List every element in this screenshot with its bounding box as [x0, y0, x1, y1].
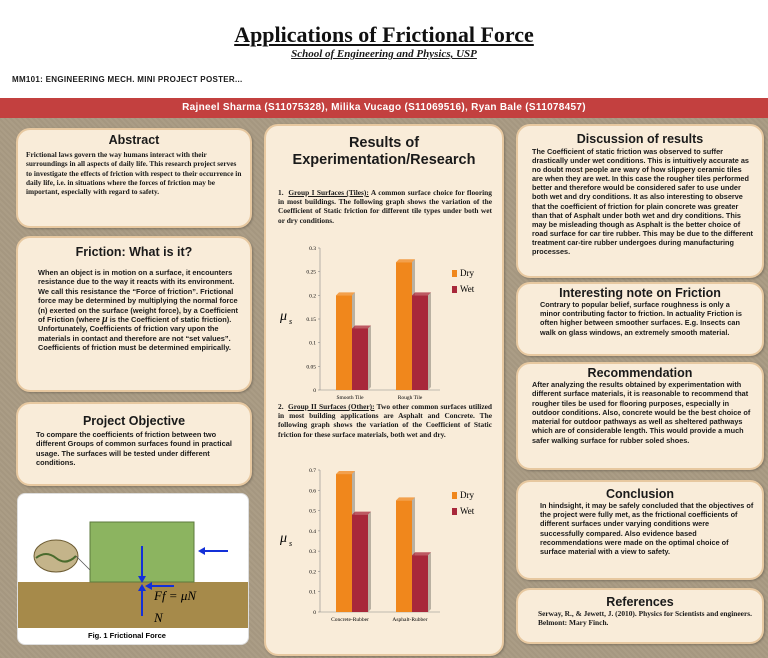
mu-symbol: μ	[102, 314, 108, 326]
friction-panel	[16, 236, 252, 392]
results-item-2	[266, 402, 502, 439]
y-axis-label-sub: s	[289, 317, 293, 326]
note-panel	[516, 282, 764, 356]
y-tick-label: 0.4	[309, 528, 316, 535]
references-title: References	[606, 595, 674, 609]
objective-title: Project Objective	[82, 414, 186, 428]
y-tick-label: 0.3	[309, 549, 316, 556]
objective-text: To compare the coefficients of friction between two different Groups of common surfaces found in practical usage. The surfaces will be tested under different conditions.	[36, 430, 232, 467]
poster-header	[0, 0, 768, 100]
bar-wet	[412, 295, 428, 390]
item2-number: 2.	[278, 402, 284, 411]
ground-surface	[18, 582, 248, 628]
poster-subtitle: School of Engineering and Physics, USP	[291, 48, 477, 60]
figure-caption: Fig. 1 Frictional Force	[88, 631, 166, 640]
tiles-friction-chart	[276, 240, 498, 400]
applied-force-arrowhead	[198, 547, 205, 555]
objective-panel	[16, 402, 252, 486]
bar-wet	[352, 328, 368, 390]
y-tick-label: 0	[313, 610, 316, 616]
legend-swatch	[452, 492, 457, 499]
results-panel	[264, 124, 504, 656]
abstract-panel	[16, 128, 252, 228]
discussion-text: The Coefficient of static friction was observed to suffer drastically under wet conditions. This is intuitively accurate as no doubt most people are wary of how slippery ceramic tiles are when they are wet. In this case the rougher tiles performed better and therefore would be considered safer to use under both wet and dry conditions. It as also interesting to observe that the coefficient of friction for plain concrete was greater than that of Asphalt under both wet and dry conditions. This may be misleading though as Asphalt is the better choice of road surface for car tire rubber. This may be due to the different treatment car-tire rubber undergoes during manufacturing processes.	[532, 147, 753, 257]
bar-wet	[412, 555, 428, 612]
legend-label: Dry	[460, 490, 474, 500]
bar-dry	[336, 474, 352, 612]
results-item-1	[266, 188, 502, 225]
bar-top	[336, 292, 355, 295]
friction-title: Friction: What is it?	[75, 245, 193, 259]
y-tick-label: 0.6	[309, 488, 316, 495]
normal-force-label: N	[154, 610, 163, 625]
item2-label: Group II Surfaces (Other):	[287, 402, 375, 411]
bar-side	[368, 512, 371, 612]
bar-top	[352, 325, 371, 328]
y-tick-label: 0.3	[309, 246, 316, 252]
item1-text: A common surface choice for flooring in most buildings. The following graph shows the variation of the Coefficient of Static friction for different tile types under both wet or dry conditions.	[278, 188, 492, 225]
results-title-line2: Experimentation/Research	[292, 152, 476, 168]
references-panel	[516, 588, 764, 644]
friction-formula: Ff = μN	[154, 588, 197, 603]
item2-text: Two other common surfaces utilized in most building applications are Asphalt and Concrete. The following graph shows the variation of the Coefficient of Static friction for these surface materials, both wet and dry.	[278, 402, 492, 439]
x-tick-label: Concrete-Rubber	[331, 617, 369, 622]
note-text: Contrary to popular belief, surface roughness is only a minor contributing factor to friction. In actuality Friction is often higher between smoother surfaces. E.g. Insects can walk on glass windows, an extremely smooth material.	[540, 300, 742, 337]
bar-top	[396, 497, 415, 500]
y-tick-label: 0.7	[309, 468, 316, 474]
y-axis-label: μ	[280, 309, 288, 324]
legend-label: Wet	[460, 284, 475, 294]
bar-side	[428, 292, 431, 390]
x-tick-label: Rough Tile	[397, 395, 423, 400]
friction-diagram	[18, 494, 248, 644]
author-bar: Rajneel Sharma (S11075328), Milika Vucago (S11069516), Ryan Bale (S11078457)	[0, 98, 768, 118]
bar-top	[412, 552, 431, 555]
bar-top	[352, 512, 371, 515]
surfaces-friction-chart	[276, 462, 498, 622]
bar-dry	[336, 295, 352, 390]
friction-text-2: is the Coefficient of static friction). Unfortunately, Coefficients of friction vary upon the materials in contact and therefore are not “set values”. Coefficients of friction must be determined empirically.	[38, 315, 232, 353]
x-tick-label: Smooth Tile	[336, 395, 364, 400]
abstract-text: Frictional laws govern the way humans interact with their surroundings in all aspects of daily life. This research project serves to investigate the effects of friction with respect to their occurrence in daily life, i.e. in situations where the forces of friction may be important, especially with regard to safety.	[26, 150, 242, 197]
results-title-line1: Results of	[348, 135, 420, 151]
discussion-panel	[516, 124, 764, 278]
friction-figure	[17, 493, 249, 645]
bar-top	[336, 471, 355, 474]
bar-dry	[396, 500, 412, 612]
references-text: Serway, R., & Jewett, J. (2010). Physics for Scientists and engineers. Belmont: Mary Finch.	[538, 609, 752, 628]
y-tick-label: 0.5	[309, 508, 316, 515]
legend-swatch	[452, 508, 457, 515]
poster-title: Applications of Frictional Force	[234, 22, 534, 47]
legend-swatch	[452, 270, 457, 277]
y-tick-label: 0.1	[309, 589, 316, 596]
conclusion-text: In hindsight, it may be safely concluded that the objectives of the project were fully met, as the frictional coefficients of different surfaces under varying conditions were successfully compared. Also evidence based recommendations were made on the optimal choice of surface material with a view to safety.	[540, 501, 754, 557]
y-tick-label: 0.25	[306, 269, 316, 276]
bar-wet	[352, 515, 368, 612]
y-tick-label: 0	[313, 388, 316, 394]
item1-label: Group I Surfaces (Tiles):	[288, 188, 369, 197]
y-tick-label: 0.1	[309, 340, 316, 347]
conclusion-panel	[516, 480, 764, 580]
y-tick-label: 0.15	[306, 317, 316, 323]
bar-top	[412, 292, 431, 295]
conclusion-title: Conclusion	[605, 487, 675, 501]
y-tick-label: 0.05	[306, 364, 316, 371]
legend-label: Dry	[460, 268, 474, 278]
y-axis-label-sub: s	[289, 539, 293, 548]
course-tagline: MM101: ENGINEERING MECH. MINI PROJECT POSTER...	[12, 75, 243, 84]
discussion-title: Discussion of results	[576, 132, 704, 146]
note-title: Interesting note on Friction	[559, 286, 721, 300]
friction-text-1: When an object is in motion on a surface, it encounters resistance due to the way it reacts with its environment. We call this resistance the “Force of friction”. Frictional force may be determined by multiplying the normal force (n) exerted on the surface (weight force), by a Coefficient of Friction (where	[38, 268, 238, 325]
recommendation-panel	[516, 362, 764, 470]
abstract-title: Abstract	[108, 133, 160, 147]
legend-label: Wet	[460, 506, 475, 516]
bar-side	[368, 325, 371, 390]
recommendation-title: Recommendation	[587, 366, 693, 380]
recommendation-text: After analyzing the results obtained by experimentation with different surface materials, it is reasonable to recommend that rougher tiles be used for flooring purposes, especially in outdoor conditions. Also, concrete would be the best choice of material for outdoor pathways as well as sheltered pathways which are of considerable length. This would provide a much safer walking surface for rubber soled shoes.	[532, 380, 751, 445]
y-tick-label: 0.2	[309, 293, 316, 300]
bar-dry	[396, 262, 412, 390]
inset-pointer	[76, 556, 90, 570]
x-tick-label: Asphalt-Rubber	[392, 617, 428, 622]
bar-side	[428, 552, 431, 612]
legend-swatch	[452, 286, 457, 293]
y-axis-label: μ	[280, 531, 288, 546]
y-tick-label: 0.2	[309, 569, 316, 576]
bar-top	[396, 259, 415, 262]
item1-number: 1.	[278, 188, 284, 197]
